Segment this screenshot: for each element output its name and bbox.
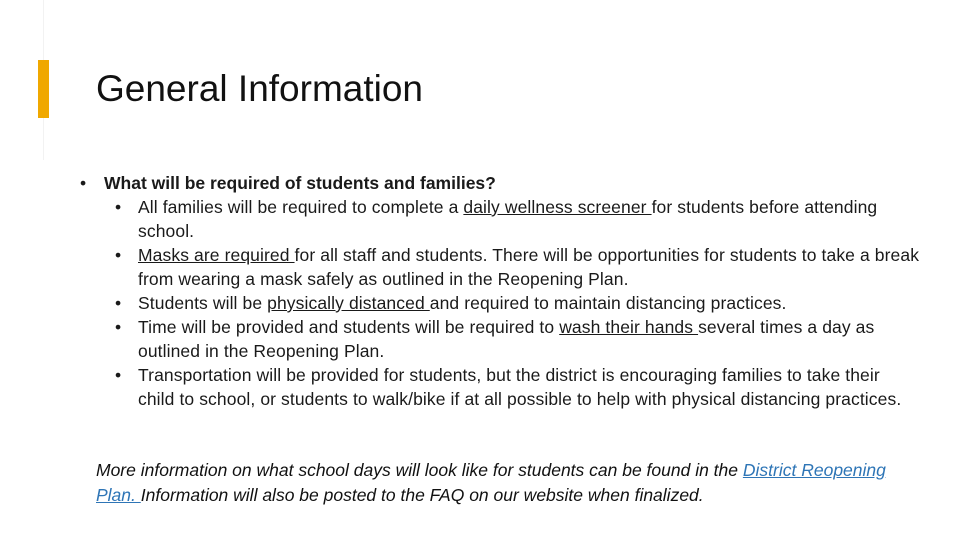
- wellness-screener-link[interactable]: daily wellness screener: [463, 197, 652, 217]
- bullet-icon: •: [115, 317, 122, 337]
- list-item-handwashing: [80, 315, 920, 363]
- content-body: [80, 171, 920, 411]
- list-item-text: All families will be required to complete a: [138, 197, 464, 217]
- list-item-text: for all staff and students. There will be opportunities for students to take a break from wearing a mask safely as outlined in the Reopening Plan.: [138, 245, 920, 289]
- question-text: What will be required of students and families?: [104, 173, 496, 193]
- list-item-masks: [80, 243, 920, 291]
- question-item: [80, 171, 920, 195]
- list-item-text: Students will be: [138, 293, 268, 313]
- footer-text: More information on what school days will look like for students can be found in the: [96, 460, 743, 480]
- list-item-text: for students before attending school.: [138, 197, 878, 241]
- list-item-wellness-screener: [80, 195, 920, 243]
- list-item-distancing: [80, 291, 920, 315]
- bullet-icon: •: [115, 197, 122, 217]
- bullet-icon: •: [115, 293, 122, 313]
- district-reopening-plan-link[interactable]: District Reopening Plan.: [96, 460, 886, 505]
- page-title: General Information: [96, 68, 424, 109]
- wash-hands-link[interactable]: wash their hands: [559, 317, 699, 337]
- bullet-icon: •: [115, 365, 122, 385]
- list-item-text: Transportation will be provided for students, but the district is encouraging families to take their child to school, or students to walk/bike if at all possible to help with physical distancing practices.: [138, 365, 902, 409]
- masks-required-link[interactable]: Masks are required: [138, 245, 295, 265]
- requirements-list: [80, 195, 920, 411]
- list-item-text: and required to maintain distancing practices.: [429, 293, 787, 313]
- title-accent-bar: [38, 60, 49, 118]
- footer-text: Information will also be posted to the FAQ on our website when finalized.: [140, 485, 704, 505]
- footer-note: [96, 458, 906, 508]
- list-item-text: several times a day as outlined in the Reopening Plan.: [138, 317, 875, 361]
- bullet-icon: •: [115, 245, 122, 265]
- physically-distanced-link[interactable]: physically distanced: [267, 293, 430, 313]
- bullet-icon: •: [80, 173, 87, 193]
- list-item-transportation: [80, 363, 920, 411]
- list-item-text: Time will be provided and students will be required to: [138, 317, 560, 337]
